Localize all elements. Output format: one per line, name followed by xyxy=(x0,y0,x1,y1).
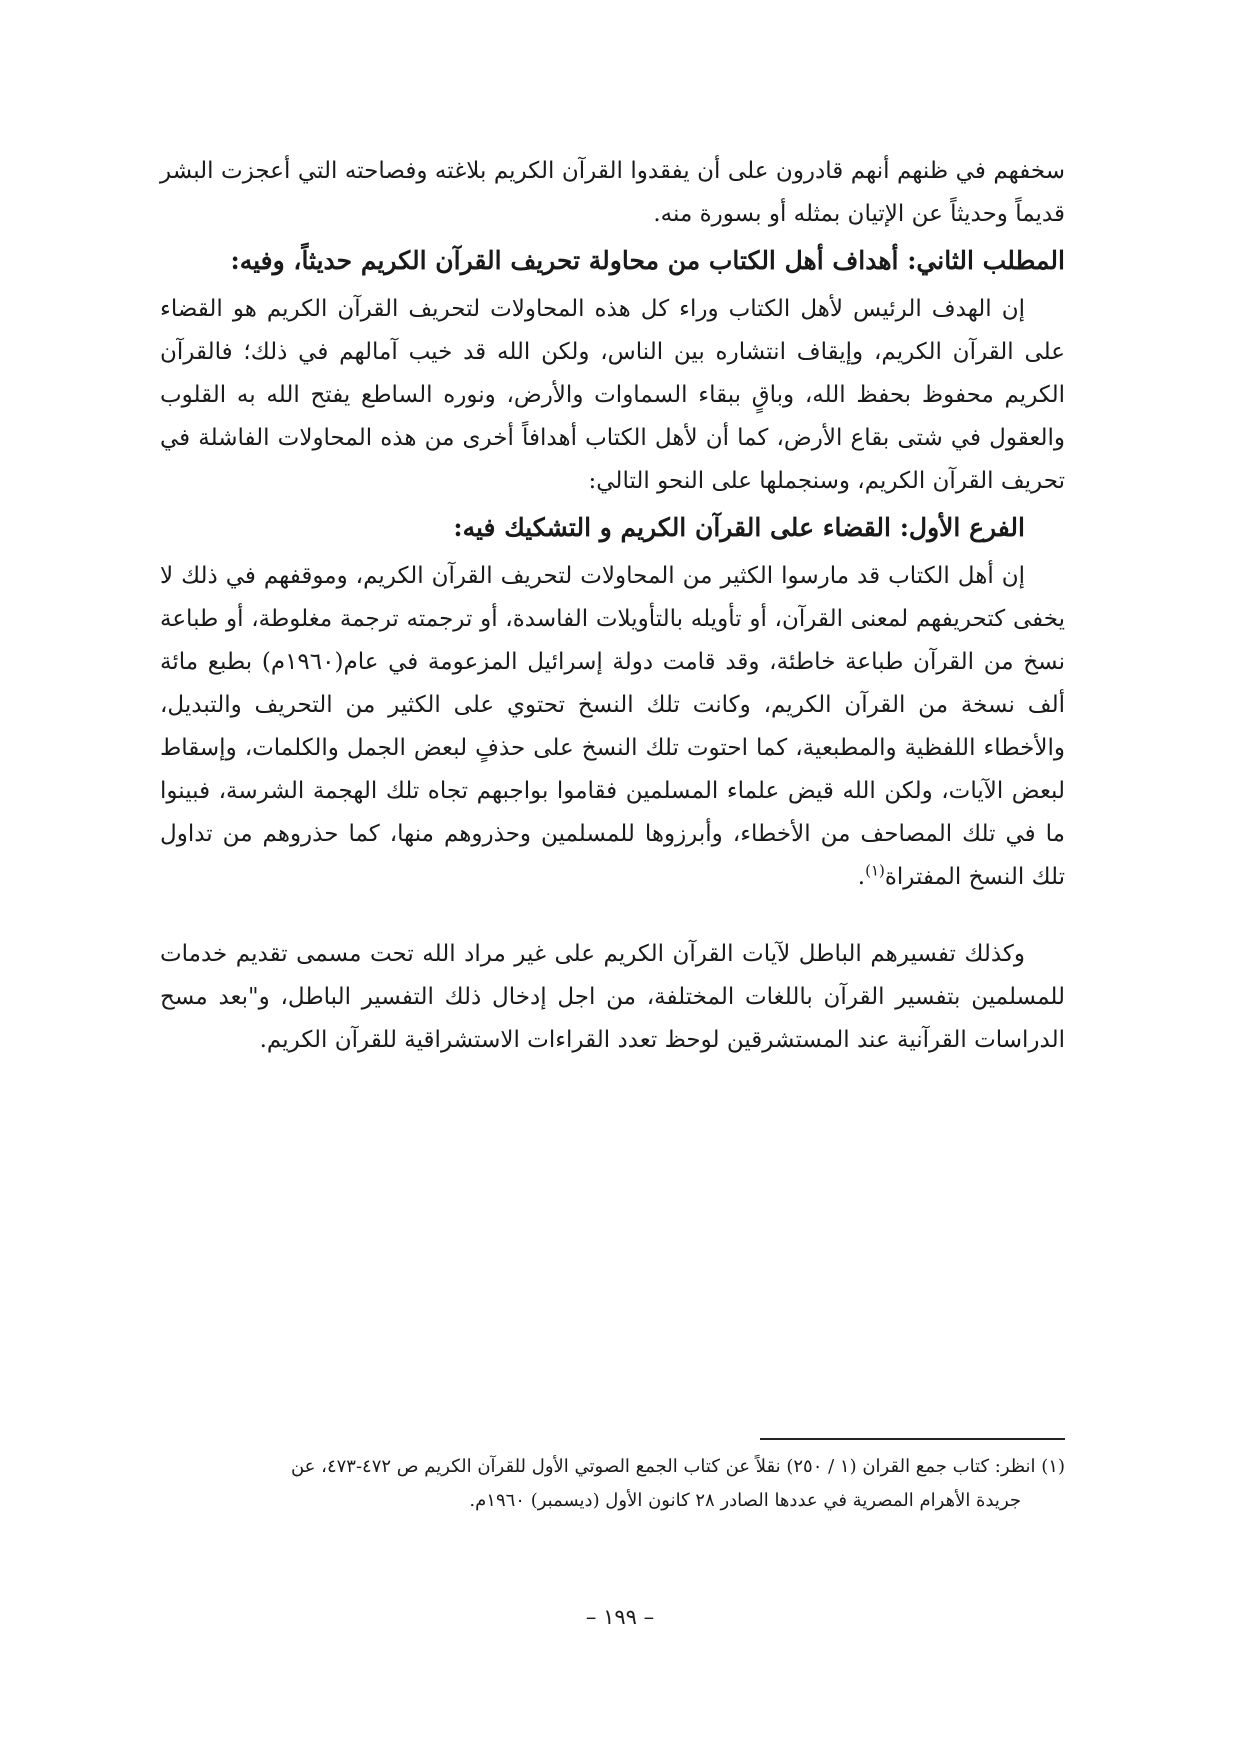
section-heading-2 xyxy=(160,238,1065,284)
footnote-reference[interactable]: (١) xyxy=(865,861,885,880)
branch1-paragraph-2: وكذلك تفسيرهم الباطل لآيات القرآن الكريم على غير مراد الله تحت مسمى تقديم خدمات للمسلمين بتفسير القرآن باللغات المختلفة، من اجل إدخال ذلك التفسير الباطل، و"بعد مسح الدراسات القرآنية عند المستشرقين لوحظ تعدد القراءات الاستشراقية للقرآن الكريم. xyxy=(160,941,1065,1053)
footnote-1-line-1: (١) انظر: كتاب جمع القران (١ / ٢٥٠) نقلاً عن كتاب الجمع الصوتي الأول للقرآن الكريم ص ٤٧٢-٤٧٣، عن xyxy=(290,1456,1065,1477)
page-body xyxy=(160,150,1065,1062)
paragraph-spacer xyxy=(160,899,1065,933)
footnote-1-line-2: جريدة الأهرام المصرية في عددها الصادر ٢٨ كانون الأول (ديسمبر) ١٩٦٠م. xyxy=(469,1490,1021,1511)
branch-heading-label: الفرع الأول: xyxy=(899,513,1025,542)
branch-heading-1 xyxy=(160,505,1065,551)
page-number: – ١٩٩ – xyxy=(585,1605,655,1629)
branch-heading-title: القضاء على القرآن الكريم و التشكيك فيه: xyxy=(453,513,891,542)
branch1-paragraph xyxy=(160,555,1065,899)
footnotes xyxy=(160,1450,1065,1518)
footnote-divider xyxy=(760,1438,1065,1440)
intro-paragraph: سخفهم في ظنهم أنهم قادرون على أن يفقدوا القرآن الكريم بلاغته وفصاحته التي أعجزت البشر قديماً وحديثاً عن الإتيان بمثله أو بسورة منه. xyxy=(160,158,1065,227)
branch1-paragraph-end: . xyxy=(857,864,866,890)
section-heading-label: المطلب الثاني: xyxy=(907,246,1065,275)
section-heading-title: أهداف أهل الكتاب من محاولة تحريف القرآن الكريم حديثاً، وفيه: xyxy=(230,246,899,275)
branch1-paragraph-text: إن أهل الكتاب قد مارسوا الكثير من المحاولات لتحريف القرآن الكريم، وموقفهم في ذلك لا يخفى كتحريفهم لمعنى القرآن، أو تأويله بالتأويلات الفاسدة، أو ترجمته ترجمة مغلوطة، أو طباعة نسخ من القرآن طباعة خاطئة، وقد قامت دولة إسرائيل المزعومة في عام(١٩٦٠م) بطبع مائة ألف نسخة من القرآن الكريم، وكانت تلك النسخ تحتوي على الكثير من التحريف والتبديل، والأخطاء اللفظية والمطبعية، كما احتوت تلك النسخ على حذفٍ لبعض الجمل والكلمات، وإسقاط لبعض الآيات، ولكن الله قيض علماء المسلمين فقاموا بواجبهم تجاه تلك الهجمة الشرسة، فبينوا ما في تلك المصاحف من الأخطاء، وأبرزوها للمسلمين وحذروهم منها، كما حذروهم من تداول تلك النسخ المفتراة xyxy=(160,563,1065,890)
section2-paragraph: إن الهدف الرئيس لأهل الكتاب وراء كل هذه المحاولات لتحريف القرآن الكريم هو القضاء على القرآن الكريم، وإيقاف انتشاره بين الناس، ولكن الله قد خيب آمالهم في ذلك؛ فالقرآن الكريم محفوظ بحفظ الله، وباقٍ ببقاء السماوات والأرض، ونوره الساطع يفتح الله به القلوب والعقول في شتى بقاع الأرض، كما أن لأهل الكتاب أهدافاً أخرى من هذه المحاولات الفاشلة في تحريف القرآن الكريم، وسنجملها على النحو التالي: xyxy=(160,296,1065,494)
